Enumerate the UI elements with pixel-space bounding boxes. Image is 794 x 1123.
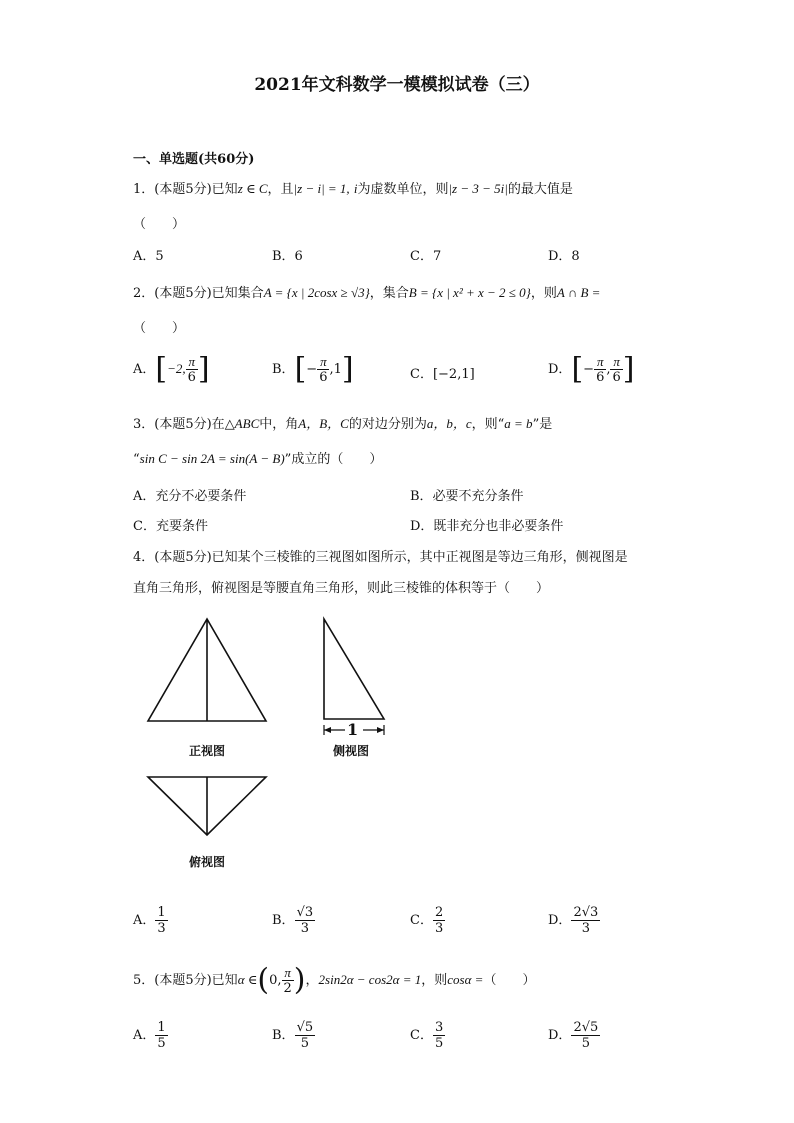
q5-opt-c-fraction: $\frac{3}{5}$ (434, 1020, 444, 1051)
q1-math2: |z − i| = 1, (293, 181, 350, 196)
q3-close: ”成立的（ ） (284, 452, 383, 467)
q3-mid1: 中，角 (259, 417, 299, 432)
q1-mid1: ，且 (267, 182, 294, 197)
q2-opt-a-letter: A． (133, 362, 156, 377)
q4-opt-d-letter: D． (548, 913, 572, 928)
q3-option-d[interactable]: D．既非充分也非必要条件 (410, 519, 564, 534)
q5-opt-b-fraction: $\frac{√5}{5}$ (296, 1020, 314, 1051)
q4-opt-c-fraction: $\frac{2}{3}$ (434, 905, 444, 936)
q1-option-d[interactable]: D．8 (548, 249, 580, 264)
question-4-stem-line2: 直角三角形，俯视图是等腰直角三角形，则此三棱锥的体积等于（ ） (133, 581, 550, 596)
q2-mid: ，集合 (369, 286, 409, 301)
q5-option-a[interactable] (133, 1020, 168, 1051)
q5-opt-a-letter: A． (133, 1028, 156, 1043)
q1-prefix: 1．(本题5分)已知 (133, 182, 238, 197)
front-view-caption: 正视图 (189, 744, 226, 758)
q1-math1: z ∈ C (237, 181, 268, 196)
q2-opt-b-right: ,1 (329, 362, 342, 377)
q4-opt-c-letter: C． (410, 913, 433, 928)
q3-vars: A，B，C (298, 416, 349, 431)
dimension-arrow-right-icon (377, 727, 384, 733)
q5-option-d[interactable] (548, 1020, 600, 1051)
q2-opt-b-letter: B． (272, 362, 295, 377)
q3-option-a[interactable]: A．充分不必要条件 (133, 489, 247, 504)
side-view-caption: 侧视图 (333, 744, 370, 758)
q3-mid3: ，则“ (471, 417, 505, 432)
q3-option-b[interactable]: B．必要不充分条件 (410, 489, 524, 504)
q5-blank: （ ） (483, 973, 536, 988)
q3-mid2: 的对边分别为 (348, 417, 427, 432)
q4-opt-d-fraction: $\frac{2√3}{3}$ (573, 905, 599, 936)
q5-prefix: 5．(本题5分)已知 (133, 973, 238, 988)
q2-opt-a-left: −2, (167, 361, 186, 376)
q4-option-c[interactable] (410, 905, 445, 936)
q5-mid: ， (305, 973, 319, 988)
q5-opt-c-letter: C． (410, 1028, 433, 1043)
q2-option-d[interactable]: D．[− $\frac{\pi}{6}$ , $\frac{\pi}{6}$ ] (548, 351, 635, 387)
q3-math2: a = b (504, 416, 533, 431)
q2-opt-d-neg: − (583, 362, 595, 377)
q2-opt-c-value: [−2,1] (432, 367, 475, 382)
q2-opt-a-fraction: $\frac{\pi}{6}$ (187, 354, 196, 385)
q3-open-quote: “ (133, 452, 140, 467)
top-view-caption: 俯视图 (189, 855, 226, 869)
q2-opt-b-fraction: $\frac{\pi}{6}$ (319, 354, 328, 385)
q2-opt-b-neg: − (306, 362, 318, 377)
q1-math4: |z − 3 − 5i| (448, 181, 508, 196)
q2-opt-d-letter: D． (548, 362, 572, 377)
q3-option-c[interactable]: C．充要条件 (133, 519, 208, 534)
q5-opt-a-fraction: $\frac{1}{5}$ (157, 1020, 166, 1051)
page-title: 2021年文科数学一模模拟试卷（三） (254, 75, 540, 95)
q5-option-c[interactable] (410, 1020, 445, 1051)
q5-math2: 2sin2α − cos2α = 1 (318, 972, 422, 987)
q2-mid2: ，则 (530, 286, 557, 301)
q5-opt-d-fraction: $\frac{2√5}{5}$ (573, 1020, 599, 1051)
q2-math3: A ∩ B = (556, 285, 601, 300)
q5-interval-fraction: $\frac{\pi}{2}$ (283, 965, 292, 996)
q3-suffix: ”是 (532, 417, 553, 432)
q2-option-a[interactable]: A．[−2, $\frac{\pi}{6}$ ] (133, 351, 210, 387)
side-view-triangle (324, 619, 384, 719)
q5-interval-left: 0, (269, 973, 282, 988)
q1-mid2: 为虚数单位，则 (357, 182, 449, 197)
q2-math2: B = {x | x² + x − 2 ≤ 0} (408, 285, 531, 300)
q2-opt-c-letter: C． (410, 367, 433, 382)
q5-math3: cosα = (447, 972, 484, 987)
q4-option-b[interactable] (272, 905, 315, 936)
q5-math1: α ∈ (237, 972, 258, 987)
q4-opt-a-letter: A． (133, 913, 156, 928)
q1-option-c[interactable]: C．7 (410, 249, 442, 264)
q3-vars2: a，b，c (426, 416, 472, 431)
q3-math1: △ABC (224, 416, 260, 431)
q1-suffix: 的最大值是 (507, 182, 573, 197)
q1-option-b[interactable]: B．6 (272, 249, 303, 264)
q4-option-d[interactable] (548, 905, 600, 936)
q4-opt-a-fraction: $\frac{1}{3}$ (157, 905, 166, 936)
side-view-dimension-label: 1 (347, 720, 359, 739)
q4-option-a[interactable] (133, 905, 168, 936)
q5-option-b[interactable] (272, 1020, 315, 1051)
q2-math1: A = {x | 2cosx ≥ √3} (263, 285, 370, 300)
q5-opt-d-letter: D． (548, 1028, 572, 1043)
question-2-blank: （ ） (133, 321, 186, 336)
q2-opt-d-fraction-1: $\frac{\pi}{6}$ (596, 354, 605, 385)
q2-opt-d-fraction-2: $\frac{\pi}{6}$ (612, 354, 621, 385)
q5-opt-b-letter: B． (272, 1028, 295, 1043)
q2-prefix: 2．(本题5分)已知集合 (133, 286, 264, 301)
q5-mid2: ，则 (421, 973, 448, 988)
q2-option-b[interactable]: B．[− $\frac{\pi}{6}$ ,1] (272, 351, 354, 387)
q1-option-a[interactable]: A．5 (133, 249, 164, 264)
dimension-arrow-left-icon (324, 727, 331, 733)
q1-math3: i (353, 181, 358, 196)
question-5-stem: 5．(本题5分)已知α ∈(0, $\frac{\pi}{2}$ )，2sin2α − cos2α = 1，则cosα =（ ） (133, 962, 536, 998)
question-1-blank: （ ） (133, 217, 186, 232)
q3-math3: sin C − sin 2A = sin(A − B) (139, 451, 285, 466)
q4-opt-b-letter: B． (272, 913, 295, 928)
q3-prefix: 3．(本题5分)在 (133, 417, 225, 432)
question-4-stem-line1: 4．(本题5分)已知某个三棱锥的三视图如图所示，其中正视图是等边三角形，侧视图是 (133, 550, 628, 565)
q4-opt-b-fraction: $\frac{√3}{3}$ (296, 905, 314, 936)
section-heading: 一、单选题(共60分) (133, 152, 255, 167)
